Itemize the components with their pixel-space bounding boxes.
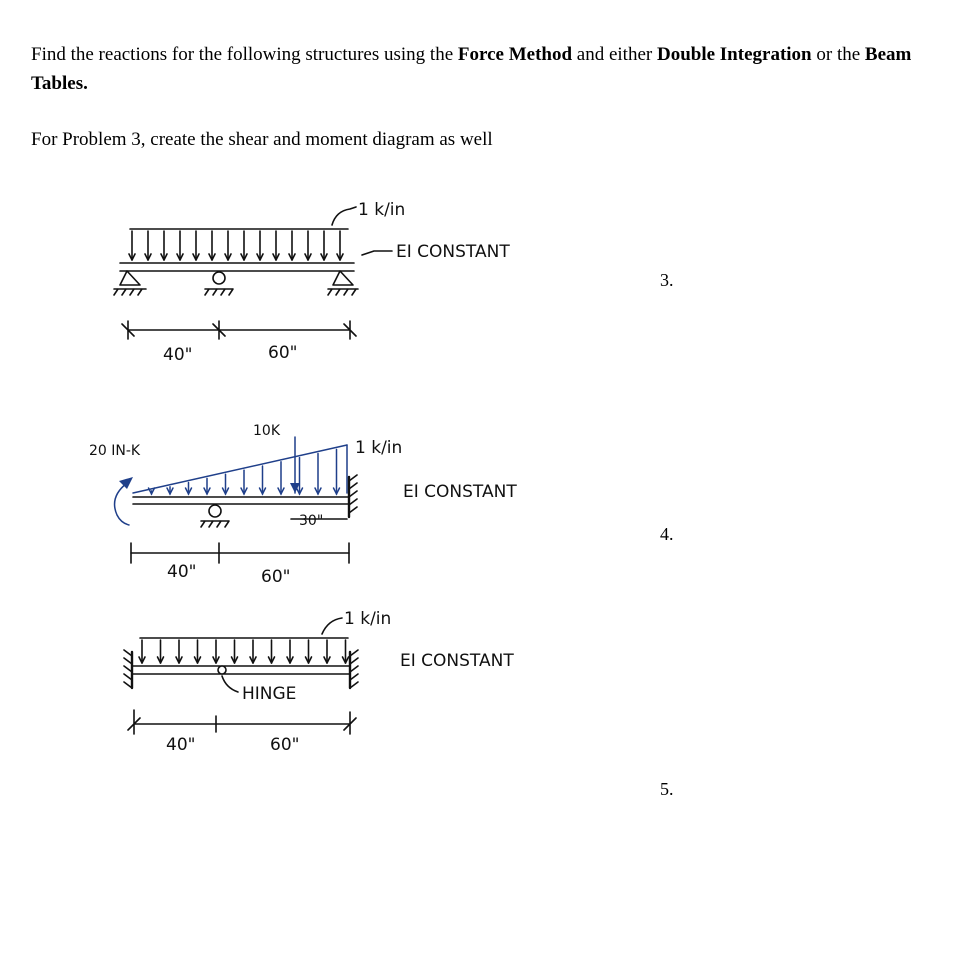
instructions-text-c: or the (811, 44, 865, 65)
fixed-support-right-icon (349, 475, 357, 517)
triangular-load-arrows (149, 449, 340, 494)
double-integration-term: Double Integration (656, 44, 812, 65)
instructions-paragraph (31, 40, 961, 98)
point-load-label: 10K (253, 423, 280, 439)
moment-label: 20 IN-K (89, 443, 141, 459)
problem-number-4: 4. (660, 524, 674, 544)
dim-left-label: 40" (166, 735, 196, 755)
ei-label: EI CONSTANT (396, 242, 510, 262)
left-support-icon (114, 271, 146, 295)
hinge-leader-line (222, 676, 238, 692)
dim-left-label: 40" (167, 562, 197, 582)
load-leader-line (322, 618, 342, 634)
problem4-beam-diagram (85, 415, 585, 590)
hinge-label: HINGE (242, 684, 297, 704)
right-support-icon (328, 271, 358, 295)
problem3-note: For Problem 3, create the shear and moment diagram as well (31, 129, 493, 150)
beam-tables-term: Beam Tables. (31, 44, 912, 94)
fixed-support-left-icon (124, 650, 132, 688)
roller-support-icon (201, 505, 229, 527)
fixed-support-right-icon (350, 650, 358, 688)
uniform-load-arrows (129, 231, 343, 260)
load-label: 1 k/in (355, 438, 403, 458)
load-leader-line (332, 207, 356, 225)
dim-left-label: 40" (163, 345, 193, 365)
middle-roller-support-icon (205, 272, 233, 295)
problem3-beam-diagram (100, 185, 580, 375)
instructions-text-b: and either (572, 44, 657, 65)
ei-leader-line (362, 251, 392, 255)
problem-number-5: 5. (660, 779, 674, 799)
offset-label: 30" (299, 513, 324, 529)
uniform-load-arrows (139, 640, 349, 663)
dim-right-label: 60" (268, 343, 298, 363)
ei-label: EI CONSTANT (400, 651, 514, 671)
load-label: 1 k/in (358, 200, 406, 220)
load-label: 1 k/in (344, 609, 392, 629)
force-method-term: Force Method (457, 44, 573, 65)
triangular-load-line (133, 445, 347, 493)
instructions-text-a: Find the reactions for the following structures using the (31, 44, 458, 65)
dim-right-label: 60" (261, 567, 291, 587)
problem5-beam-diagram (110, 600, 590, 770)
problem-number-3: 3. (660, 270, 674, 290)
moment-arc-icon (115, 483, 129, 525)
hinge-icon (218, 666, 226, 674)
dimension-ticks (128, 710, 356, 734)
ei-label: EI CONSTANT (403, 482, 517, 502)
dim-right-label: 60" (270, 735, 300, 755)
moment-arrowhead-icon (119, 477, 133, 489)
